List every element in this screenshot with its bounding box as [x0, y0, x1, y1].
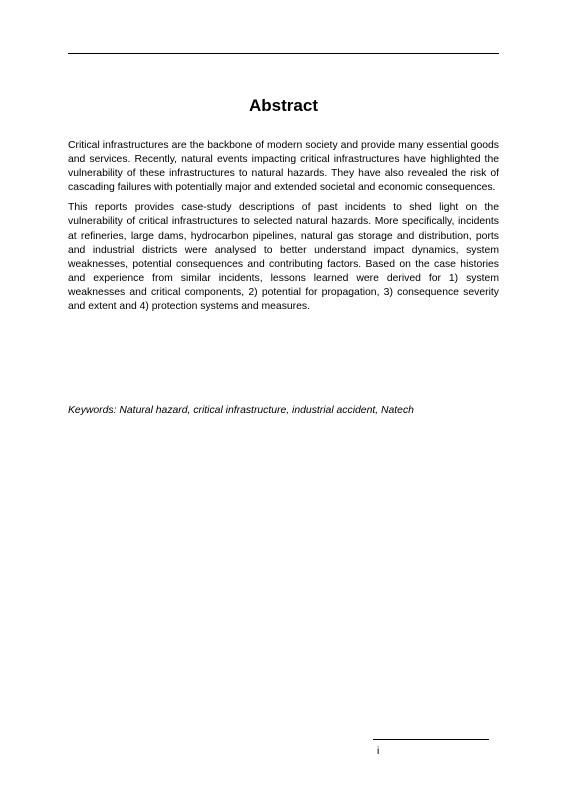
- page-number: i: [377, 746, 380, 757]
- footer-rule: [373, 739, 489, 740]
- abstract-paragraph-1: Critical infrastructures are the backbone of modern society and provide many essential goods and services. Recently, natural events impacting critical infrastructures have highlighted the vulnerability of these infrastructures to natural hazards. They have also revealed the risk of cascading failures with potentially major and extended societal and economic consequences.: [68, 140, 499, 194]
- keywords-line: Keywords: Natural hazard, critical infrastructure, industrial accident, Natech: [68, 405, 414, 416]
- abstract-body: [68, 139, 499, 320]
- page-title: Abstract: [249, 96, 318, 115]
- abstract-paragraph-2: This reports provides case-study descriptions of past incidents to shed light on the vulnerability of critical infrastructures to selected natural hazards. More specifically, incidents at refineries, large dams, hydrocarbon pipelines, natural gas storage and distribution, ports and industrial districts were analysed to better understand impact dynamics, system weaknesses, potential consequences and contributing factors. Based on the case histories and experience from similar incidents, lessons learned were derived for 1) system weaknesses and critical components, 2) potential for propagation, 3) consequence severity and extent and 4) protection systems and measures.: [68, 202, 499, 313]
- header-rule: [68, 53, 499, 54]
